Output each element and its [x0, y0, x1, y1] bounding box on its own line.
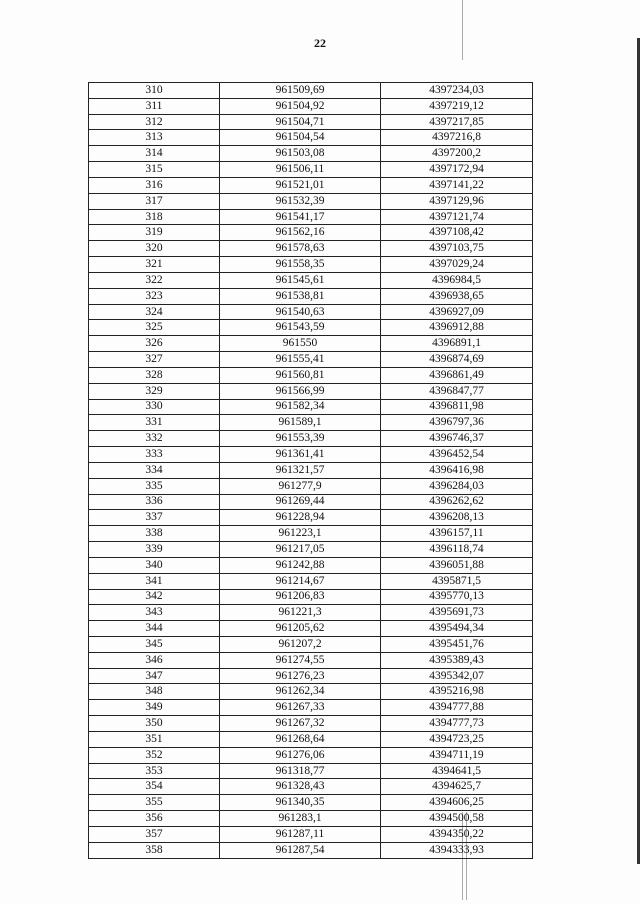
y-coordinate-cell: 4394606,25 — [381, 795, 533, 811]
table-row — [89, 431, 533, 447]
y-coordinate-cell: 4394500,58 — [381, 811, 533, 827]
table-row — [89, 130, 533, 146]
table-row — [89, 589, 533, 605]
x-coordinate-cell: 961276,23 — [220, 668, 381, 684]
y-coordinate-cell: 4396847,77 — [381, 383, 533, 399]
y-coordinate-cell: 4396262,62 — [381, 494, 533, 510]
point-number-cell: 329 — [89, 383, 220, 399]
table-row — [89, 304, 533, 320]
point-number-cell: 317 — [89, 193, 220, 209]
table-row — [89, 557, 533, 573]
x-coordinate-cell: 961321,57 — [220, 462, 381, 478]
x-coordinate-cell: 961589,1 — [220, 415, 381, 431]
y-coordinate-cell: 4394777,73 — [381, 716, 533, 732]
x-coordinate-cell: 961555,41 — [220, 352, 381, 368]
point-number-cell: 322 — [89, 272, 220, 288]
point-number-cell: 330 — [89, 399, 220, 415]
x-coordinate-cell: 961268,64 — [220, 731, 381, 747]
point-number-cell: 335 — [89, 478, 220, 494]
y-coordinate-cell: 4396984,5 — [381, 272, 533, 288]
point-number-cell: 353 — [89, 763, 220, 779]
point-number-cell: 344 — [89, 621, 220, 637]
point-number-cell: 348 — [89, 684, 220, 700]
x-coordinate-cell: 961228,94 — [220, 510, 381, 526]
table-row — [89, 177, 533, 193]
coordinates-table-body — [89, 83, 533, 859]
y-coordinate-cell: 4394333,93 — [381, 842, 533, 858]
point-number-cell: 323 — [89, 288, 220, 304]
y-coordinate-cell: 4397141,22 — [381, 177, 533, 193]
x-coordinate-cell: 961504,92 — [220, 98, 381, 114]
table-row — [89, 83, 533, 99]
y-coordinate-cell: 4394350,22 — [381, 826, 533, 842]
point-number-cell: 326 — [89, 336, 220, 352]
table-row — [89, 146, 533, 162]
table-row — [89, 462, 533, 478]
y-coordinate-cell: 4395871,5 — [381, 573, 533, 589]
x-coordinate-cell: 961274,55 — [220, 652, 381, 668]
point-number-cell: 319 — [89, 225, 220, 241]
y-coordinate-cell: 4396452,54 — [381, 447, 533, 463]
table-row — [89, 114, 533, 130]
x-coordinate-cell: 961560,81 — [220, 367, 381, 383]
x-coordinate-cell: 961214,67 — [220, 573, 381, 589]
point-number-cell: 311 — [89, 98, 220, 114]
point-number-cell: 355 — [89, 795, 220, 811]
point-number-cell: 351 — [89, 731, 220, 747]
x-coordinate-cell: 961267,33 — [220, 700, 381, 716]
y-coordinate-cell: 4397172,94 — [381, 162, 533, 178]
x-coordinate-cell: 961262,34 — [220, 684, 381, 700]
y-coordinate-cell: 4394625,7 — [381, 779, 533, 795]
table-row — [89, 336, 533, 352]
table-row — [89, 811, 533, 827]
x-coordinate-cell: 961504,71 — [220, 114, 381, 130]
x-coordinate-cell: 961267,32 — [220, 716, 381, 732]
table-row — [89, 621, 533, 637]
x-coordinate-cell: 961207,2 — [220, 636, 381, 652]
point-number-cell: 342 — [89, 589, 220, 605]
y-coordinate-cell: 4397121,74 — [381, 209, 533, 225]
table-row — [89, 684, 533, 700]
table-row — [89, 700, 533, 716]
x-coordinate-cell: 961221,3 — [220, 605, 381, 621]
x-coordinate-cell: 961540,63 — [220, 304, 381, 320]
x-coordinate-cell: 961283,1 — [220, 811, 381, 827]
page-number: 22 — [314, 36, 326, 50]
point-number-cell: 336 — [89, 494, 220, 510]
y-coordinate-cell: 4394777,88 — [381, 700, 533, 716]
table-row — [89, 225, 533, 241]
x-coordinate-cell: 961504,54 — [220, 130, 381, 146]
table-row — [89, 415, 533, 431]
x-coordinate-cell: 961340,35 — [220, 795, 381, 811]
point-number-cell: 337 — [89, 510, 220, 526]
table-row — [89, 320, 533, 336]
point-number-cell: 324 — [89, 304, 220, 320]
y-coordinate-cell: 4396861,49 — [381, 367, 533, 383]
x-coordinate-cell: 961361,41 — [220, 447, 381, 463]
point-number-cell: 358 — [89, 842, 220, 858]
y-coordinate-cell: 4396157,11 — [381, 526, 533, 542]
y-coordinate-cell: 4396912,88 — [381, 320, 533, 336]
x-coordinate-cell: 961545,61 — [220, 272, 381, 288]
y-coordinate-cell: 4395494,34 — [381, 621, 533, 637]
table-row — [89, 193, 533, 209]
y-coordinate-cell: 4395216,98 — [381, 684, 533, 700]
point-number-cell: 325 — [89, 320, 220, 336]
x-coordinate-cell: 961532,39 — [220, 193, 381, 209]
y-coordinate-cell: 4396797,36 — [381, 415, 533, 431]
point-number-cell: 354 — [89, 779, 220, 795]
x-coordinate-cell: 961558,35 — [220, 257, 381, 273]
table-row — [89, 842, 533, 858]
point-number-cell: 321 — [89, 257, 220, 273]
x-coordinate-cell: 961287,54 — [220, 842, 381, 858]
y-coordinate-cell: 4396891,1 — [381, 336, 533, 352]
y-coordinate-cell: 4397029,24 — [381, 257, 533, 273]
point-number-cell: 345 — [89, 636, 220, 652]
table-row — [89, 383, 533, 399]
table-row — [89, 478, 533, 494]
x-coordinate-cell: 961506,11 — [220, 162, 381, 178]
x-coordinate-cell: 961318,77 — [220, 763, 381, 779]
table-row — [89, 747, 533, 763]
x-coordinate-cell: 961550 — [220, 336, 381, 352]
point-number-cell: 350 — [89, 716, 220, 732]
y-coordinate-cell: 4395342,07 — [381, 668, 533, 684]
table-row — [89, 526, 533, 542]
x-coordinate-cell: 961242,88 — [220, 557, 381, 573]
y-coordinate-cell: 4394641,5 — [381, 763, 533, 779]
point-number-cell: 313 — [89, 130, 220, 146]
point-number-cell: 333 — [89, 447, 220, 463]
table-row — [89, 352, 533, 368]
y-coordinate-cell: 4394711,19 — [381, 747, 533, 763]
point-number-cell: 357 — [89, 826, 220, 842]
y-coordinate-cell: 4396284,03 — [381, 478, 533, 494]
y-coordinate-cell: 4395451,76 — [381, 636, 533, 652]
point-number-cell: 340 — [89, 557, 220, 573]
y-coordinate-cell: 4396874,69 — [381, 352, 533, 368]
y-coordinate-cell: 4396811,98 — [381, 399, 533, 415]
x-coordinate-cell: 961553,39 — [220, 431, 381, 447]
point-number-cell: 327 — [89, 352, 220, 368]
table-row — [89, 272, 533, 288]
y-coordinate-cell: 4397234,03 — [381, 83, 533, 99]
point-number-cell: 347 — [89, 668, 220, 684]
x-coordinate-cell: 961543,59 — [220, 320, 381, 336]
table-row — [89, 209, 533, 225]
point-number-cell: 310 — [89, 83, 220, 99]
point-number-cell: 349 — [89, 700, 220, 716]
table-row — [89, 241, 533, 257]
y-coordinate-cell: 4397217,85 — [381, 114, 533, 130]
table-row — [89, 494, 533, 510]
y-coordinate-cell: 4396927,09 — [381, 304, 533, 320]
table-row — [89, 399, 533, 415]
y-coordinate-cell: 4397200,2 — [381, 146, 533, 162]
table-row — [89, 716, 533, 732]
x-coordinate-cell: 961566,99 — [220, 383, 381, 399]
table-row — [89, 98, 533, 114]
x-coordinate-cell: 961541,17 — [220, 209, 381, 225]
y-coordinate-cell: 4396938,65 — [381, 288, 533, 304]
point-number-cell: 356 — [89, 811, 220, 827]
point-number-cell: 346 — [89, 652, 220, 668]
x-coordinate-cell: 961277,9 — [220, 478, 381, 494]
x-coordinate-cell: 961538,81 — [220, 288, 381, 304]
point-number-cell: 332 — [89, 431, 220, 447]
x-coordinate-cell: 961276,06 — [220, 747, 381, 763]
point-number-cell: 315 — [89, 162, 220, 178]
point-number-cell: 343 — [89, 605, 220, 621]
table-row — [89, 668, 533, 684]
point-number-cell: 331 — [89, 415, 220, 431]
y-coordinate-cell: 4397216,8 — [381, 130, 533, 146]
table-row — [89, 795, 533, 811]
x-coordinate-cell: 961503,08 — [220, 146, 381, 162]
point-number-cell: 352 — [89, 747, 220, 763]
scan-artifact-line — [462, 0, 463, 60]
x-coordinate-cell: 961509,69 — [220, 83, 381, 99]
y-coordinate-cell: 4395389,43 — [381, 652, 533, 668]
table-row — [89, 636, 533, 652]
x-coordinate-cell: 961582,34 — [220, 399, 381, 415]
x-coordinate-cell: 961578,63 — [220, 241, 381, 257]
table-row — [89, 763, 533, 779]
x-coordinate-cell: 961287,11 — [220, 826, 381, 842]
y-coordinate-cell: 4395770,13 — [381, 589, 533, 605]
point-number-cell: 328 — [89, 367, 220, 383]
x-coordinate-cell: 961217,05 — [220, 542, 381, 558]
x-coordinate-cell: 961328,43 — [220, 779, 381, 795]
point-number-cell: 334 — [89, 462, 220, 478]
y-coordinate-cell: 4397108,42 — [381, 225, 533, 241]
table-row — [89, 731, 533, 747]
table-row — [89, 257, 533, 273]
point-number-cell: 320 — [89, 241, 220, 257]
y-coordinate-cell: 4396208,13 — [381, 510, 533, 526]
table-row — [89, 288, 533, 304]
x-coordinate-cell: 961223,1 — [220, 526, 381, 542]
table-row — [89, 605, 533, 621]
x-coordinate-cell: 961206,83 — [220, 589, 381, 605]
point-number-cell: 312 — [89, 114, 220, 130]
table-row — [89, 826, 533, 842]
x-coordinate-cell: 961269,44 — [220, 494, 381, 510]
y-coordinate-cell: 4394723,25 — [381, 731, 533, 747]
point-number-cell: 316 — [89, 177, 220, 193]
y-coordinate-cell: 4397219,12 — [381, 98, 533, 114]
y-coordinate-cell: 4396746,37 — [381, 431, 533, 447]
point-number-cell: 339 — [89, 542, 220, 558]
table-row — [89, 162, 533, 178]
point-number-cell: 318 — [89, 209, 220, 225]
table-row — [89, 652, 533, 668]
x-coordinate-cell: 961205,62 — [220, 621, 381, 637]
table-row — [89, 573, 533, 589]
table-row — [89, 779, 533, 795]
table-row — [89, 447, 533, 463]
coordinates-table — [88, 82, 533, 859]
y-coordinate-cell: 4397103,75 — [381, 241, 533, 257]
table-row — [89, 510, 533, 526]
y-coordinate-cell: 4396416,98 — [381, 462, 533, 478]
point-number-cell: 341 — [89, 573, 220, 589]
point-number-cell: 338 — [89, 526, 220, 542]
table-row — [89, 542, 533, 558]
y-coordinate-cell: 4397129,96 — [381, 193, 533, 209]
y-coordinate-cell: 4396051,88 — [381, 557, 533, 573]
x-coordinate-cell: 961562,16 — [220, 225, 381, 241]
x-coordinate-cell: 961521,01 — [220, 177, 381, 193]
y-coordinate-cell: 4395691,73 — [381, 605, 533, 621]
point-number-cell: 314 — [89, 146, 220, 162]
y-coordinate-cell: 4396118,74 — [381, 542, 533, 558]
table-row — [89, 367, 533, 383]
